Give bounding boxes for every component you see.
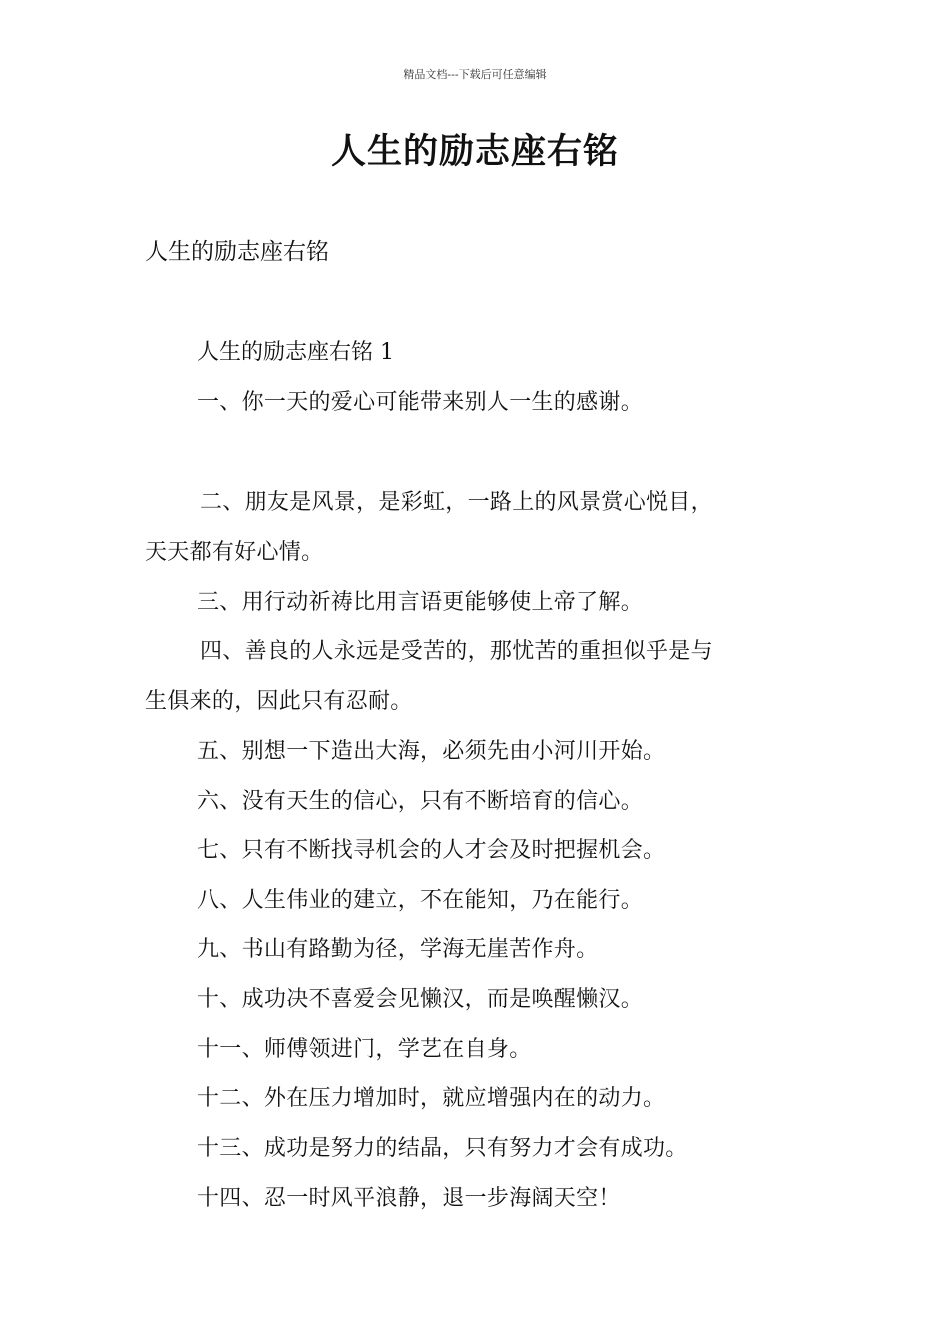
list-item: 五、别想一下造出大海，必须先由小河川开始。	[197, 739, 666, 764]
list-item: 六、没有天生的信心，只有不断培育的信心。	[197, 789, 644, 814]
list-item: 十三、成功是努力的结晶，只有努力才会有成功。	[197, 1136, 688, 1161]
document-title: 人生的励志座右铭	[330, 131, 619, 172]
header-note: 精品文档---下载后可任意编辑	[403, 68, 547, 81]
document-subtitle: 人生的励志座右铭	[145, 239, 329, 265]
list-item: 十四、忍一时风平浪静，退一步海阔天空！	[197, 1186, 621, 1211]
section-heading: 人生的励志座右铭 1	[197, 340, 394, 365]
list-item: 十一、师傅领进门，学艺在自身。	[197, 1037, 532, 1062]
list-item: 生俱来的，因此只有忍耐。	[145, 689, 413, 714]
list-item: 十、成功决不喜爱会见懒汉，而是唤醒懒汉。	[197, 987, 644, 1012]
list-item: 一、你一天的爱心可能带来别人一生的感谢。	[197, 390, 644, 415]
list-item: 九、书山有路勤为径，学海无崖苦作舟。	[197, 937, 599, 962]
list-item: 八、人生伟业的建立，不在能知，乃在能行。	[197, 888, 644, 913]
list-item: 二、朋友是风景，是彩虹，一路上的风景赏心悦目，	[200, 490, 713, 515]
list-item: 七、只有不断找寻机会的人才会及时把握机会。	[197, 838, 666, 863]
list-item: 天天都有好心情。	[145, 540, 324, 565]
list-item: 三、用行动祈祷比用言语更能够使上帝了解。	[197, 590, 644, 615]
list-item: 四、善良的人永远是受苦的，那忧苦的重担似乎是与	[200, 639, 713, 664]
list-item: 十二、外在压力增加时，就应增强内在的动力。	[197, 1086, 666, 1111]
